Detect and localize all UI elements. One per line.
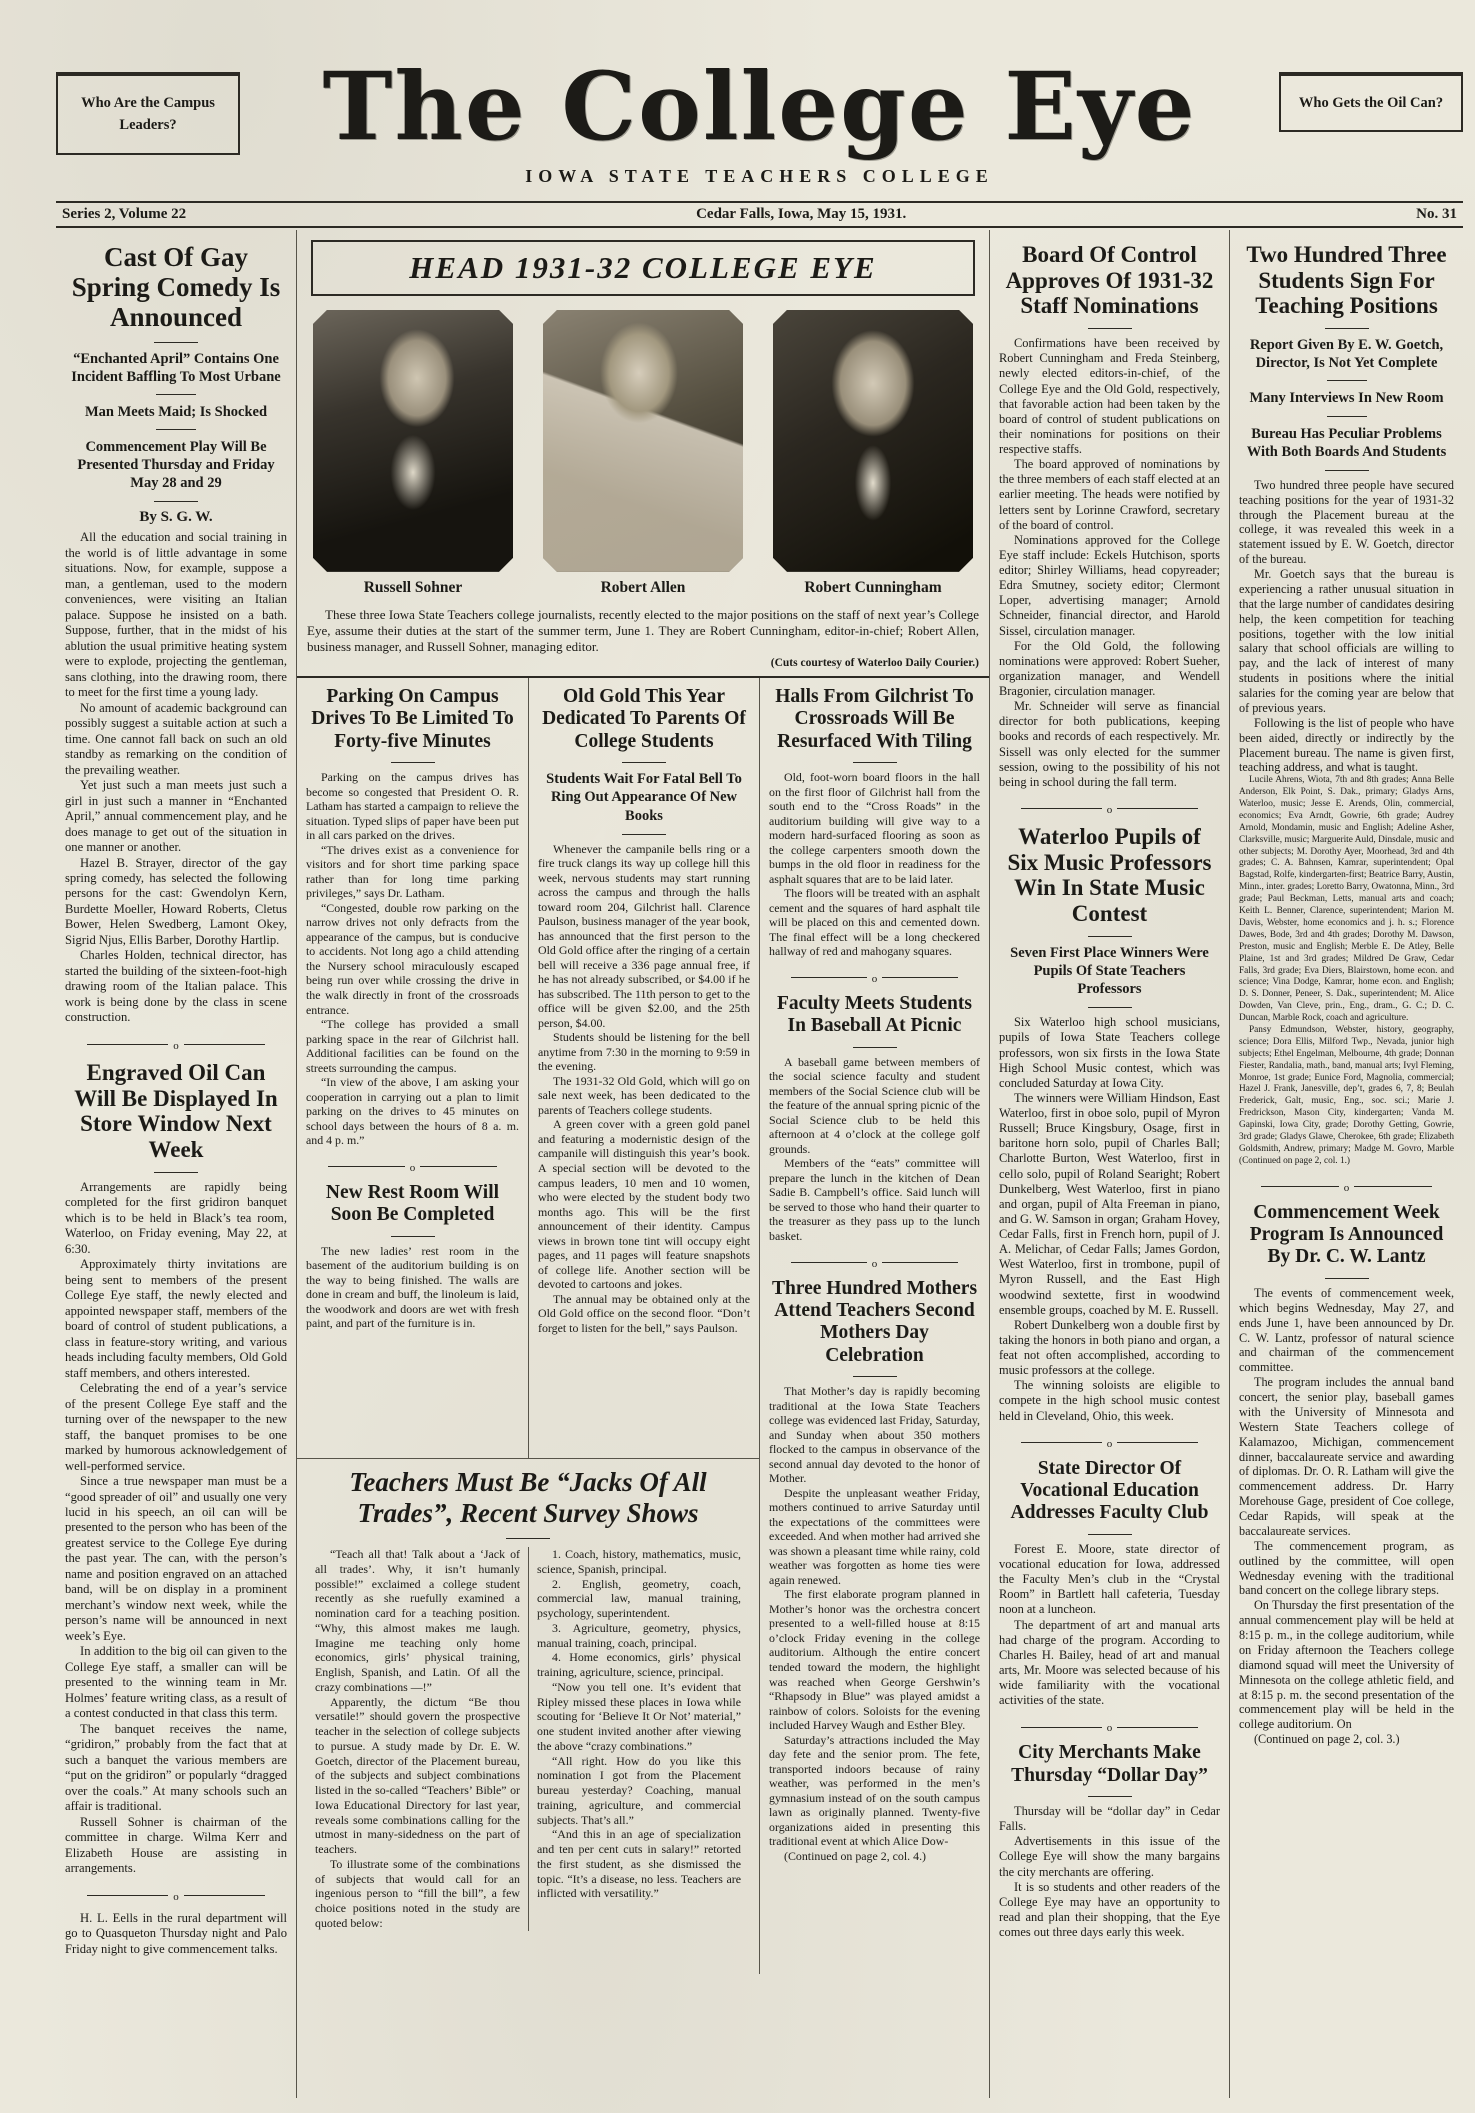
paragraph: The program includes the annual band concert, the senior play, baseball games with the University of Minnesota and Western State Teachers college of Kalamazoo, Michigan, commencement dinner, baccalaureate service and awarding of diplomas. Dr. O. R. Latham will give the commencement address. Dr. Harry Morehouse Gage, president of Coe college, Cedar Rapids, will speak at the baccalaureate services. xyxy=(1239,1375,1454,1538)
dateline xyxy=(56,201,1463,228)
story-divider xyxy=(1021,1434,1198,1452)
story-jacks-of-all-trades xyxy=(297,1458,759,1974)
paragraph: The winners were William Hindson, East Waterloo, first in oboe solo, pupil of Myron Russell; Bruce Kingsbury, Osage, first in baritone horn solo, pupil of Charles Ball; Charlotte Burton, West Waterloo, first in cello solo, pupil of Roland Searight; Robert Dunkelberg, West Waterloo, first in piano and organ, pupil of Alta Freeman in piano, and G. W. Samson in organ; Graham Hovey, Cedar Falls, first in French horn, pupil of J. A. Melichar, of Cedar Falls; James Gordon, West Waterloo, first in trombone, pupil of Myron Russell, and the East High woodwind sextette, first in woodwind ensemble groups, coached by M. E. Russell. xyxy=(999,1090,1220,1317)
story-body xyxy=(65,1911,287,1957)
jacks-left-column xyxy=(307,1547,528,1931)
portrait-photo xyxy=(313,310,513,572)
paragraph: All the education and social training in the world is of little advantage in some situations. Now, for example, suppose a man, a gentleman, used to the modern conveniences, were visiting an Italian palace. Suppose he insisted on a bath. Suppose, further, that in the midst of his ablution the usual primitive heating system were to explode, projecting the gentleman, sans clothing, into the drawing room, there to meet for the first time a young lady. xyxy=(65,530,287,700)
paragraph: Saturday’s attractions included the May day fete and the senior prom. The fete, transported indoors because of rainy weather, was performed in the men’s gymnasium instead of on the south campus lawn as originally planned. Twenty-five organizations aided in presenting this traditional event at which Alice Dow- xyxy=(769,1732,980,1849)
story-divider xyxy=(328,1158,497,1176)
paragraph: Seven First Place Winners Were Pupils Of State Teachers Professors xyxy=(1010,944,1209,998)
newspaper-title: The College Eye xyxy=(322,52,1197,162)
story-spring-comedy xyxy=(65,242,287,1026)
story-divider xyxy=(87,1887,265,1905)
story-body xyxy=(999,1015,1220,1423)
portrait-russell-sohner xyxy=(313,310,513,597)
story-board-of-control xyxy=(999,242,1220,790)
story-body xyxy=(306,770,519,1147)
photo-caption: Robert Cunningham xyxy=(804,578,942,596)
paragraph: Since a true newspaper man must be a “good spreader of oil” and usually one very lucid in his speech, an oil can will be presented to the person who has been of the greatest service to the College Eye during the past year. The can, with the person’s name and position engraved on an attached band, will be on display in a prominent merchant’s window next week, while the person’s name will be announced in next week’s Eye. xyxy=(65,1474,287,1643)
headline-rule xyxy=(853,1376,897,1377)
column-6 xyxy=(1229,230,1463,2098)
paragraph: Man Meets Maid; Is Shocked xyxy=(69,394,283,421)
story-divider xyxy=(1021,1718,1198,1736)
paragraph: 2. English, geometry, coach, commercial law, manual training, psychology, superintendent. xyxy=(537,1576,741,1621)
paragraph: A baseball game between members of the social science faculty and student members of the Social Science club will be the feature of the annual spring picnic of the Social Science club to be held this afternoon at 4 o’clock at the college golf grounds. xyxy=(769,1054,980,1156)
headline-rule xyxy=(853,762,897,763)
volume-label: Series 2, Volume 22 xyxy=(62,205,187,222)
paragraph: In addition to the big oil can given to the College Eye staff, a smaller can will be presented to the winning team in Mr. Holmes’ feature writing class, as a result of a contest conducted in that class this term. xyxy=(65,1644,287,1721)
paragraph: Yet just such a man meets just such a girl in just such a manner in “Enchanted April,” annual commencement play, and he does manage to get out of the situation in one manner or another. xyxy=(65,778,287,855)
headline-rule xyxy=(506,1538,550,1539)
feature-banner: HEAD 1931-32 COLLEGE EYE xyxy=(311,240,975,296)
masthead-center xyxy=(240,52,1279,187)
story-headline: Parking On Campus Drives To Be Limited To Forty-five Minutes xyxy=(311,686,514,752)
story-divider xyxy=(87,1036,265,1054)
story-waterloo-music xyxy=(999,824,1220,1424)
paragraph: Mr. Schneider will serve as financial director for both publications, keeping books and records of each respectively. Mr. Sissell was only elected for the summer session, owing to the possibility of his not being in school during the fall term. xyxy=(999,699,1220,789)
paragraph: “The college has provided a small parking space in the rear of Gilchrist hall. Additional facilities can be found on the streets surrounding the campus. xyxy=(306,1017,519,1075)
paragraph: Students Wait For Fatal Bell To Ring Out Appearance Of New Books xyxy=(546,771,742,824)
paragraph: Two hundred three people have secured teaching positions for the year of 1931-32 through the Placement bureau at the college, it was revealed this week in a statement issued by E. W. Goetch, director of the bureau. xyxy=(1239,477,1454,567)
paragraph: Hazel B. Strayer, director of the gay spring comedy, has selected the following persons for the cast: Gwendolyn Kern, Burdette Moeller, Howard Roberts, Cletus Bower, Helen Swedberg, Lamont Okey, Sigrid Njus, Ellis Barber, Dorothy Hartlip. xyxy=(65,855,287,947)
story-divider xyxy=(1261,1178,1432,1196)
story-halls-tiling xyxy=(769,686,980,959)
column-2 xyxy=(297,678,528,1458)
paragraph: Members of the “eats” committee will prepare the lunch in the kitchen of Dean Sadie B. Campbell’s office. Said lunch will be served to those who hand their quarter to the treasurer as they pass up to the lunch basket. xyxy=(769,1156,980,1243)
story-commencement-week xyxy=(1239,1202,1454,1747)
story-headline: Cast Of Gay Spring Comedy Is Announced xyxy=(71,241,281,333)
paragraph: Charles Holden, technical director, has started the building of the sixteen-foot-high drawing room of the Italian palace. This work is being done by the class in scene construction. xyxy=(65,948,287,1025)
headline-rule xyxy=(1325,1278,1369,1279)
newspaper-subtitle: IOWA STATE TEACHERS COLLEGE xyxy=(525,165,994,186)
story-teaching-positions xyxy=(1239,242,1454,1168)
feature-caption-text: These three Iowa State Teachers college journalists, recently elected to the major positions on the staff of next year’s College Eye, assume their duties at the start of the summer term, June 1. They are Robert Cunningham, editor-in-chief; Robert Allen, business manager, and Russell Sohner, managing editor. xyxy=(307,606,979,655)
paragraph: 1. Coach, history, mathematics, music, science, Spanish, principal. xyxy=(537,1547,741,1576)
paragraph: Many Interviews In New Room xyxy=(1243,380,1450,407)
date-label: Cedar Falls, Iowa, May 15, 1931. xyxy=(696,205,907,222)
story-headline: Halls From Gilchrist To Crossroads Will Be Resurfaced With Tiling xyxy=(775,686,974,752)
portrait-robert-cunningham xyxy=(773,310,973,597)
paragraph: Students should be listening for the bell anytime from 7:30 in the morning to 9:59 in the evening. xyxy=(538,1030,750,1074)
paragraph: Report Given By E. W. Goetch, Director, Is Not Yet Complete xyxy=(1249,337,1444,372)
deck-rule xyxy=(1325,470,1369,471)
headline-rule xyxy=(1088,328,1132,329)
headline-rule xyxy=(1325,328,1369,329)
story-body xyxy=(769,1384,980,1863)
paragraph: Celebrating the end of a year’s service of the present College Eye staff and the turning over of the newspaper to the new staff, the banquet promises to be one marked by humorous acknowledgement of well-performed service. xyxy=(65,1381,287,1473)
page-body xyxy=(56,230,1463,2098)
story-parking xyxy=(306,686,519,1148)
story-body xyxy=(769,1055,980,1244)
story-divider xyxy=(791,969,958,987)
paragraph: 3. Agriculture, geometry, physics, manual training, coach, principal. xyxy=(537,1620,741,1650)
paragraph: “In view of the above, I am asking your cooperation in carrying out a plan to limit parking on the drives to 45 minutes on school days between the hours of 8 a. m. and 4 p. m.” xyxy=(306,1075,519,1148)
story-body xyxy=(538,842,750,1336)
story-faculty-baseball xyxy=(769,993,980,1244)
portrait-robert-allen xyxy=(543,310,743,597)
paragraph: Russell Sohner is chairman of the committee in charge. Wilma Kerr and Elizabeth House are assisting in arrangements. xyxy=(65,1814,287,1876)
paragraph: Thursday will be “dollar day” in Cedar Falls. xyxy=(999,1804,1220,1834)
column-3 xyxy=(528,678,759,1458)
paragraph: To illustrate some of the combinations of subjects that would call for an ingenious person to “fill the bill”, a few choice positions noted in the study are quoted below: xyxy=(315,1856,520,1930)
deck-rule xyxy=(622,834,666,835)
deck-rule xyxy=(1088,1007,1132,1008)
portrait-photo xyxy=(773,310,973,572)
paragraph: Apparently, the dictum “Be thou versatile!” should govern the prospective teacher in the selection of college subjects to pursue. A study made by Dr. E. W. Goetch, director of the Placement bureau, of the subjects and subject combinations listed in the so-called “Teachers’ Bible” or Iowa Educational Directory for last year, reveals some combinations calling for the utmost in many-sidedness on the part of teachers. xyxy=(315,1694,520,1857)
paragraph: H. L. Eells in the rural department will go to Quasqueton Thursday night and Palo Friday night to give commencement talks. xyxy=(65,1910,287,1956)
story-decks xyxy=(1239,336,1454,461)
paragraph: Approximately thirty invitations are being sent to members of the present College Eye staff, the newly elected and appointed newspaper staff, members of the board of control of student publications, a class in feature-story writing, and various heads including faculty members, Old Gold staff members, and others interested. xyxy=(65,1257,287,1380)
photo-row xyxy=(307,310,979,597)
brief-eells xyxy=(65,1911,287,1957)
photo-feature xyxy=(297,230,989,678)
story-headline: New Rest Room Will Soon Be Completed xyxy=(325,1181,500,1226)
placement-name-list xyxy=(1239,775,1454,1167)
story-body xyxy=(999,1542,1220,1708)
story-headline: Engraved Oil Can Will Be Displayed In Store Window Next Week xyxy=(74,1059,278,1163)
paragraph: Whenever the campanile bells ring or a fire truck clangs its way up college hill this week, nervous students may start running across the campus and through the halls toward room 204, Gilchrist hall. Clarence Paulson, business manager of the year book, has announced that the first person to the Old Gold office after the ringing of a certain bell will receive a 336 page annual free, if he has not already subscribed, or $4.00 if he has subscribed. The 11th person to get to the office will be given $2.00, and the 25th person, $4.00. xyxy=(538,841,750,1030)
paragraph: The new ladies’ rest room in the basement of the auditorium building is on the way to being finished. The walls are done in cream and buff, the linoleum is laid, the woodwork and doors are wet with fresh paint, and part of the furniture is in. xyxy=(306,1243,519,1331)
paragraph: “Now you tell one. It’s evident that Ripley missed these places in Iowa while scouting for ‘Believe It Or Not’ material,” one student invited another after viewing the above “crazy combinations.” xyxy=(537,1679,741,1753)
story-decks xyxy=(999,944,1220,998)
paragraph: Forest E. Moore, state director of vocational education for Iowa, addressed the Faculty Men’s club in the “Crystal Room” in Bartlett hall cafeteria, Tuesday noon at a luncheon. xyxy=(999,1541,1220,1617)
jacks-right-column xyxy=(528,1547,749,1931)
headline-rule xyxy=(1088,1796,1132,1797)
story-headline: Commencement Week Program Is Announced By Dr. C. W. Lantz xyxy=(1249,1201,1444,1268)
story-body xyxy=(769,770,980,959)
paragraph: Arrangements are rapidly being completed for the first gridiron banquet which is to be held in Black’s tea room, Waterloo, on Friday evening, May 22, at 6:30. xyxy=(65,1179,287,1256)
story-headline: City Merchants Make Thursday “Dollar Day” xyxy=(1011,1742,1208,1786)
paragraph: (Continued on page 2, col. 4.) xyxy=(784,1848,926,1863)
paragraph: On Thursday the first presentation of the annual commencement play will be held at 8:15 p. m., in the college auditorium, while on Friday afternoon the Teachers college diamond squad will meet the University of Minnesota on the college athletic field, and at 8:15 p. m. the second presentation of the commencement play will be held in the college auditorium. On xyxy=(1239,1598,1454,1732)
issue-number-label: No. 31 xyxy=(1416,205,1457,222)
paragraph: (Continued on page 2, col. 3.) xyxy=(1254,1732,1400,1747)
masthead-left-ear-box: Who Are the Campus Leaders? xyxy=(56,72,240,155)
story-body xyxy=(65,530,287,1026)
paragraph: For the Old Gold, the following nominations were approved: Robert Sueher, organization manager, and Wendell Bragonier, circulation manager. xyxy=(999,638,1220,698)
paragraph: The 1931-32 Old Gold, which will go on sale next week, has been dedicated to the parents of Teachers college students. xyxy=(538,1073,750,1117)
center-columns xyxy=(296,230,989,2098)
paragraph: Pansy Edmundson, Webster, history, geography, science; Dora Ellis, Milford Twp., Nevada, junior high subjects; Ethel Engelman, Melbourne, 4th grade; Donnan Fiester, Randalia, math., band, manual arts; Ivyl Fleming, Monroe, 1st grade; Eunice Ford, Magnolia, commercial; Hazel J. Frank, Janesville, dep’t, grades 6, 7, 8; Beulah Frederick, Galt, music, Eng., soc. sci.; Marie J. Fredrickson, Mason City, kindergarten; Vanda M. Gapinski, Iowa City, grade; Dorothy Getting, Gowrie, 3rd grade; Gladys Glawe, Cherokee, 6th grade; Elizabeth Goldsmith, Andrew, primary; Madge M. Govro, Marble (Continued on page 2, col. 1.) xyxy=(1239,1024,1454,1166)
paragraph: The floors will be treated with an asphalt cement and the squares of hard asphalt tile will be placed on this and cemented down. The final effect will be a long checkered hallway of red and mahogany squares. xyxy=(769,886,980,959)
story-divider xyxy=(791,1254,958,1272)
paragraph: A green cover with a green gold panel and featuring a modernistic design of the campanile will distinguish this year’s book. A special section will be devoted to the campus leaders, 10 men and 10 women, who were elected by the student body two months ago. This will be the first announcement of their identity. Campus views in brown tone tint will occupy eight pages, and 11 pages will feature snapshots of college life. Another section will be devoted to cartoons and jokes. xyxy=(538,1117,750,1292)
story-headline: Board Of Control Approves Of 1931-32 Staff Nominations xyxy=(1005,241,1214,319)
paragraph: The banquet receives the name, “gridiron,” probably from the fact that at such a banquet the various members are “put on the gridiron” or popularly “dragged over the coals.” At many schools such an affair is traditional. xyxy=(65,1721,287,1814)
story-decks xyxy=(538,770,750,824)
paragraph: Confirmations have been received by Robert Cunningham and Freda Steinberg, newly elected editors-in-chief, of the College Eye and the Old Gold, respectively, that favorable action had been taken by the board of control of student publications on their nominations for positions on their respective staffs. xyxy=(999,336,1220,456)
headline-rule xyxy=(391,762,435,763)
headline-rule xyxy=(1088,936,1132,937)
story-oil-can xyxy=(65,1060,287,1877)
story-body xyxy=(999,336,1220,790)
column-5 xyxy=(989,230,1229,2098)
story-mothers-day xyxy=(769,1278,980,1864)
paragraph: “Enchanted April” Contains One Incident Baffling To Most Urbane xyxy=(71,350,281,385)
paragraph: The events of commencement week, which begins Wednesday, May 27, and ends June 1, have been announced by Dr. C. W. Lantz, professor of natural science and chairman of the commencement committee. xyxy=(1239,1285,1454,1375)
story-state-director xyxy=(999,1458,1220,1709)
paragraph: Robert Dunkelberg won a double first by taking the honors in both piano and organ, a feat not often accomplished, according to music professors at the college. xyxy=(999,1317,1220,1378)
paragraph: “Congested, double row parking on the narrow drives not only defracts from the appearance of the campus, but is conducive to accidents. Not long ago a child attending the Nursery school miraculously escaped being run over while crossing the drive in the walk directly in front of the crossroads entrance. xyxy=(306,900,519,1017)
paragraph: Six Waterloo high school musicians, pupils of Iowa State Teachers college professors, won six firsts in the Iowa State High School Music contest, which was concluded Saturday at Iowa City. xyxy=(999,1015,1220,1090)
jacks-columns xyxy=(307,1547,749,1931)
story-headline: Three Hundred Mothers Attend Teachers Second Mothers Day Celebration xyxy=(771,1277,978,1366)
paragraph: The commencement program, as outlined by the committee, will open Wednesday evening with the traditional band concert on the college library steps. xyxy=(1239,1538,1454,1598)
headline-rule xyxy=(853,1047,897,1048)
story-body xyxy=(1239,478,1454,776)
paragraph: “All right. How do you like this nomination I got from the Placement bureau yesterday? Coaching, manual training, agriculture, and commercial subjects. That’s all.” xyxy=(537,1753,741,1827)
portrait-photo xyxy=(543,310,743,572)
story-headline: Two Hundred Three Students Sign For Teaching Positions xyxy=(1246,241,1447,319)
paragraph: Parking on the campus drives has become so congested that President O. R. Latham has started a campaign to relieve the situation. Typed slips of paper have been put in all cars parked on the drives. xyxy=(306,770,519,843)
story-body xyxy=(999,1804,1220,1940)
story-headline: Old Gold This Year Dedicated To Parents Of College Students xyxy=(542,686,746,752)
story-body xyxy=(65,1180,287,1877)
column-4 xyxy=(759,678,989,1974)
story-headline: Waterloo Pupils of Six Music Professors Win In State Music Contest xyxy=(1007,823,1212,927)
paragraph: “And this in an age of specialization and ten per cent cuts in salary!” retorted the first student, as she dismissed the topic. “It’s a disease, no less. Teachers are inflicted with versatility.” xyxy=(537,1827,741,1901)
story-body xyxy=(306,1244,519,1331)
paragraph: The annual may be obtained only at the Old Gold office on the second floor. “Don’t forget to listen for the bell,” says Paulson. xyxy=(538,1291,750,1335)
center-lower xyxy=(297,678,989,1974)
masthead xyxy=(56,52,1463,187)
photo-caption: Russell Sohner xyxy=(363,578,463,596)
story-decks xyxy=(65,350,287,493)
paragraph: The department of art and manual arts had charge of the program. According to Charles H. Bailey, head of art and manual arts, Mr. Moore was selected because of his wide familiarity with the vocational activities of the state. xyxy=(999,1617,1220,1708)
paragraph: No amount of academic background can possibly suggest a suitable action at such a time. One cannot fall back on such an old standby as remarking on the condition of the prevailing weather. xyxy=(65,700,287,777)
story-headline: Faculty Meets Students In Baseball At Picnic xyxy=(777,992,972,1037)
story-rest-room xyxy=(306,1182,519,1331)
story-body xyxy=(1239,1286,1454,1747)
story-headline: State Director Of Vocational Education Addresses Faculty Club xyxy=(1010,1457,1209,1524)
photo-caption: Robert Allen xyxy=(600,578,686,596)
story-divider xyxy=(1021,800,1198,818)
column-1 xyxy=(56,230,296,2098)
feature-photo-credit: (Cuts courtesy of Waterloo Daily Courier.) xyxy=(770,656,979,669)
deck-rule xyxy=(154,501,198,502)
paragraph: Bureau Has Peculiar Problems With Both Boards And Students xyxy=(1243,416,1450,461)
headline-rule xyxy=(154,1172,198,1173)
story-old-gold xyxy=(538,686,750,1335)
story-byline: By S. G. W. xyxy=(139,509,213,526)
paragraph: 4. Home economics, girls’ physical training, agriculture, science, principal. xyxy=(537,1650,741,1680)
center-left-pair xyxy=(297,678,759,1974)
headline-rule xyxy=(391,1236,435,1237)
paragraph: It is so students and other readers of the College Eye may have an opportunity to read and plan their shopping, that the Eye comes out three days early this week. xyxy=(999,1879,1220,1940)
feature-caption xyxy=(307,607,979,670)
paragraph: That Mother’s day is rapidly becoming traditional at the Iowa State Teachers college was evidenced last Friday, Saturday, and Sunday when about 350 mothers flocked to the campus in observance of the second annual day devoted to the honor of Mother. xyxy=(769,1384,980,1486)
story-headline: Teachers Must Be “Jacks Of All Trades”, Recent Survey Shows xyxy=(349,1467,707,1529)
paragraph: Mr. Goetch says that the bureau is experiencing a rather unusual situation in that the large number of candidates desiring help, the keen competition for teaching positions, together with the low initial salary that school officials are willing to pay, and the lack of interest of many students in positions where the initial salaries for the coming year are below that of previous years. xyxy=(1239,567,1454,715)
headline-rule xyxy=(622,762,666,763)
paragraph: Advertisements in this issue of the College Eye will show the many bargains the city merchants are offering. xyxy=(999,1834,1220,1879)
paragraph: “The drives exist as a convenience for visitors and for short time parking space rather than for long time parking privileges,” says Dr. Latham. xyxy=(306,842,519,901)
paragraph: The first elaborate program planned in Mother’s honor was the orchestra concert presented to a well-filled house at 8:15 o’clock Friday evening in the college auditorium. Although the entire concert tended toward the modern, the highlight was reached when George Gershwin’s “Rhapsody in Blue” was played amidst a rainbow of colors. Soloists for the evening included Harvey Waugh and Esther Bley. xyxy=(769,1587,980,1733)
paragraph: Lucile Ahrens, Wiota, 7th and 8th grades; Anna Belle Anderson, Elk Point, S. Dak., primary; Gladys Arns, Waterloo, music; Jesse E. Arends, Olin, commercial, economics; Eva Arndt, Gowrie, 6th grade; Audrey Arnold, Mondamin, music and English; Adeline Asher, Clarksville, music; Marguerite Auld, Dinsdale, music and other subjects; M. Dorothy Ayer, Moorhead, 3rd and 4th grades; C. A. Bahnsen, Kamrar, superintendent; Opal Bagstad, Rolfe, kindergarten-first; Beatrice Barry, Austin, Minn., inter. grades; Loretto Barry, Owatonna, Minn., 3rd grade; Paul Beckman, Letts, manual arts and coach; Keith L. Benner, Clarence, superintendent; Marion M. Davis, Webster, home economics and j. h. s.; Florence Dawes, Bode, 3rd and 4th grades; Dorothy M. Dawson, Preston, music and English; Merble E. De Atley, Belle Plaine, 1st and 3rd grades; Mildred De Graw, Cedar Falls, 3rd grade; Eva Diers, Blairstown, home econ. and science; Vina Dodge, Kamrar, home econ. and English; D. S. Donner, Peneer, S. Dak., superintendent; M. Alice Dowden, Van Cleve, prin., Eng., dram., G. C.; D. C. Duncan, Marble Rock, coach and agriculture. xyxy=(1239,775,1454,1024)
paragraph: Commencement Play Will Be Presented Thursday and Friday May 28 and 29 xyxy=(69,429,283,492)
paragraph: Despite the unpleasant weather Friday, mothers continued to arrive Saturday until the expectations of the committees were exceeded. And when mother had arrived she was shown a pleasant time while rainy, cold weather was forgotten as home ties were again renewed. xyxy=(769,1485,980,1587)
paragraph: “Teach all that! Talk about a ‘Jack of all trades’. Why, it isn’t humanly possible!” exclaimed a college student recently as she ruefully examined a nomination card for a teaching position. “Why, this almost makes me laugh. Imagine me teaching only home economics, girls’ physical training, English, Spanish, and Latin. Of all the crazy combinations —!” xyxy=(315,1547,520,1694)
paragraph: Nominations approved for the College Eye staff include: Eckels Hutchison, sports editor; Shirley Williams, head copyreader; Edra Smutney, society editor; Clermont Loper, advertising manager; Arnold Schneider, financial director, and Harold Sissel, circulation manager. xyxy=(999,532,1220,638)
story-dollar-day xyxy=(999,1742,1220,1940)
paragraph: The board approved of nominations by the three members of each staff elected at an earlier meeting. The heads were notified by letters sent by Lorinne Crawford, secretary of the board of control. xyxy=(999,457,1220,532)
headline-rule xyxy=(154,342,198,343)
paragraph: Following is the list of people who have been aided, directly or indirectly by the Placement bureau. The name is given first, teaching address, and what is taught. xyxy=(1239,715,1454,775)
paragraph: Old, foot-worn board floors in the hall on the first floor of Gilchrist hall from the south end to the “Cross Roads” in the auditorium building will give way to a modern hard-surfaced flooring as soon as the college carpenters smooth down the bumps in the old floor in readiness for the asphalt squares that are to be laid later. xyxy=(769,770,980,886)
masthead-right-ear-box: Who Gets the Oil Can? xyxy=(1279,72,1463,132)
headline-rule xyxy=(1088,1534,1132,1535)
paragraph: The winning soloists are eligible to compete in the high school music contest held in Cleveland, Ohio, this week. xyxy=(999,1378,1220,1423)
